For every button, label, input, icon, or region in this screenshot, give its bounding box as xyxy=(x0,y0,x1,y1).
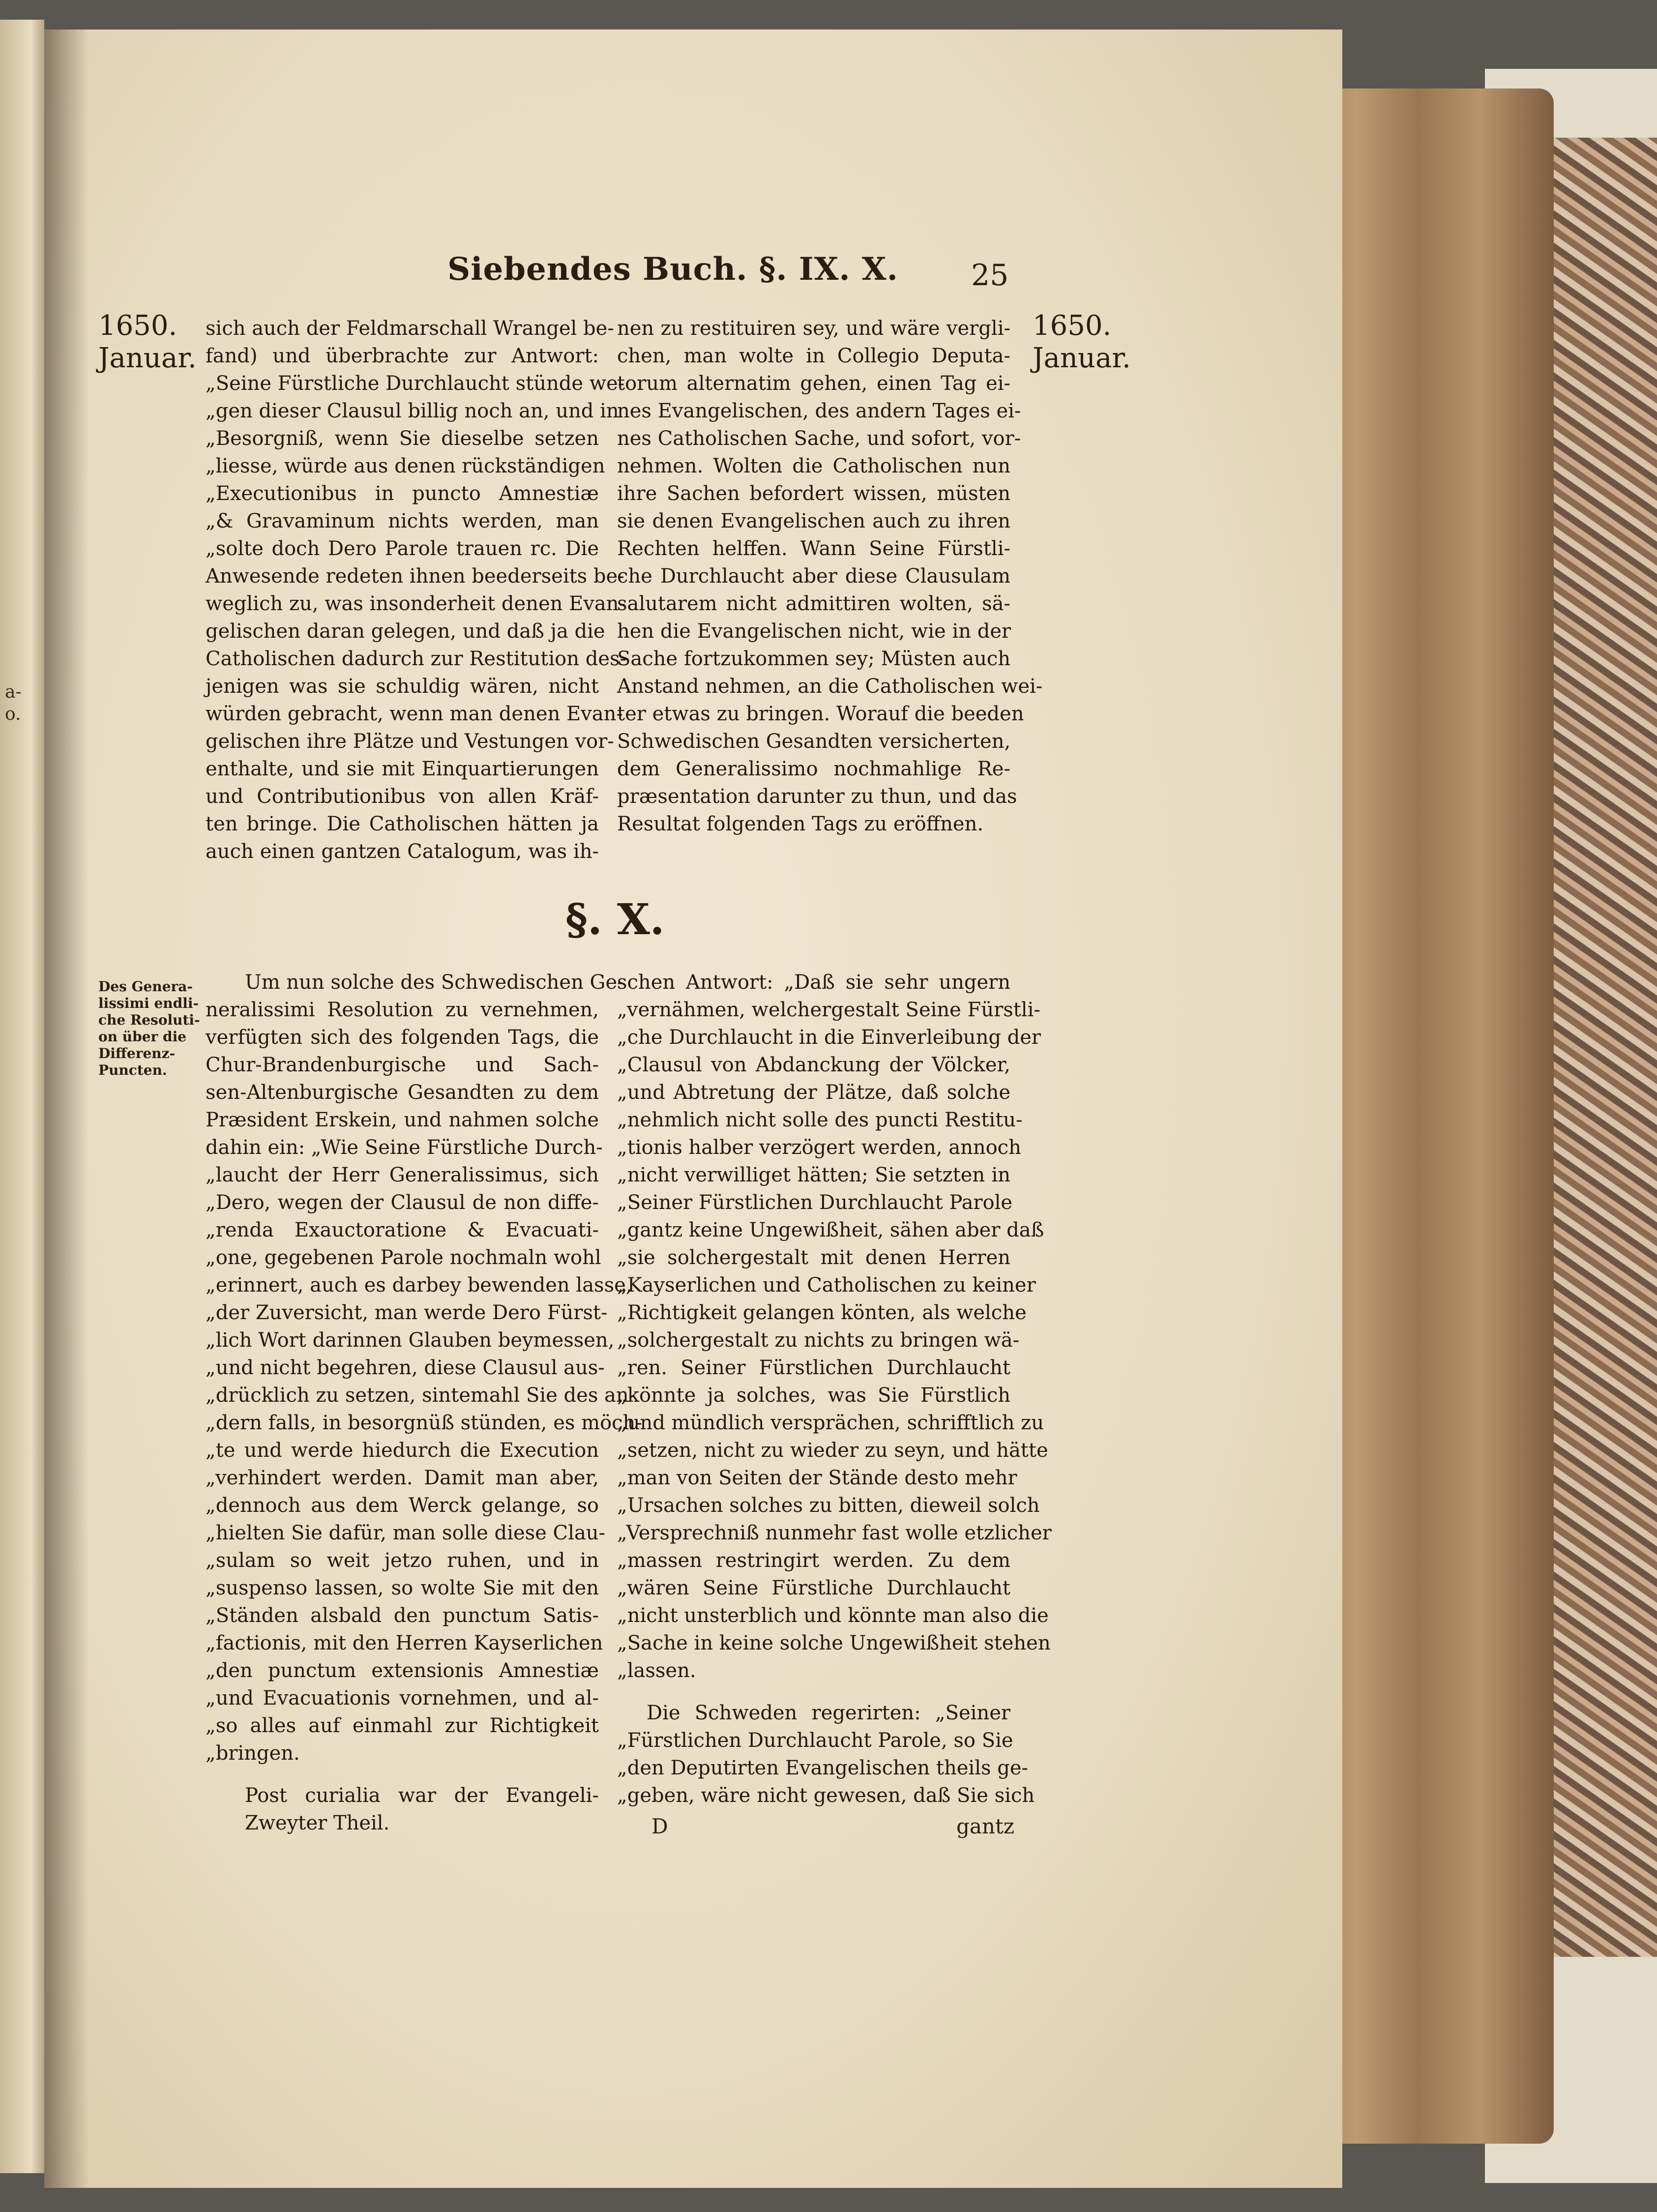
text-line: enthalte, und sie mit Einquartierungen xyxy=(206,758,599,780)
text-line: „vernähmen, welchergestalt Seine Fürstli- xyxy=(617,999,1040,1021)
text-line: dahin ein: „Wie Seine Fürstliche Durch- xyxy=(206,1136,603,1159)
text-line: sen-Altenburgische Gesandten zu dem xyxy=(206,1081,599,1104)
text-line: „und Abtretung der Plätze, daß solche xyxy=(617,1081,1010,1104)
catchword: gantz xyxy=(956,1814,1014,1838)
text-line: „erinnert, auch es darbey bewenden lasse, xyxy=(206,1274,632,1297)
text-line: schen Antwort: „Daß sie sehr ungern xyxy=(617,971,1010,994)
text-line: „Kayserlichen und Catholischen zu keiner xyxy=(617,1274,1036,1297)
text-line: „liesse, würde aus denen rückständigen xyxy=(206,455,605,477)
text-line: hen die Evangelischen nicht, wie in der xyxy=(617,620,1011,643)
text-line: „Executionibus in puncto Amnestiæ xyxy=(206,482,599,505)
text-line: salutarem nicht admittiren wolten, sä- xyxy=(617,592,1010,615)
text-line: „und nicht begehren, diese Clausul aus- xyxy=(206,1357,605,1379)
side-note-line: Puncten. xyxy=(98,1062,167,1078)
text-line: Chur-Brandenburgische und Sach- xyxy=(206,1054,599,1076)
bottom-left-column xyxy=(206,969,642,1837)
text-line: „Versprechniß nunmehr fast wolle etzlicher xyxy=(617,1522,1052,1544)
text-line: Die Schweden regerirten: „Seiner xyxy=(647,1702,1010,1724)
signature-mark: D xyxy=(651,1814,668,1838)
text-line: dem Generalissimo nochmahlige Re- xyxy=(617,758,1010,780)
text-line: „& Gravaminum nichts werden, man xyxy=(206,510,599,532)
text-line: „massen restringirt werden. Zu dem xyxy=(617,1549,1010,1572)
text-line: „Ständen alsbald den punctum Satis- xyxy=(206,1604,599,1627)
text-line: ten bringe. Die Catholischen hätten ja xyxy=(206,813,599,835)
text-line: „wären Seine Fürstliche Durchlaucht xyxy=(617,1577,1010,1599)
text-line: „solte doch Dero Parole trauen rc. Die xyxy=(206,537,599,560)
text-line: „den punctum extensionis Amnestiæ xyxy=(206,1659,599,1682)
text-line: gelischen ihre Plätze und Vestungen vor- xyxy=(206,730,614,753)
text-line: nen zu restituiren sey, und wäre vergli- xyxy=(617,317,1010,340)
left-fragment: a- xyxy=(5,682,22,702)
text-line: „und mündlich versprächen, schrifftlich zu xyxy=(617,1412,1044,1434)
date-month: Januar. xyxy=(1033,342,1131,374)
text-line: „Seiner Fürstlichen Durchlaucht Parole xyxy=(617,1191,1013,1214)
text-line: Catholischen dadurch zur Restitution des- xyxy=(206,648,627,670)
text-line: „man von Seiten der Stände desto mehr xyxy=(617,1467,1017,1489)
text-line: fand) und überbrachte zur Antwort: xyxy=(206,345,599,367)
text-line: „Richtigkeit gelangen könten, als welche xyxy=(617,1301,1027,1324)
text-line: „lassen. xyxy=(617,1659,696,1682)
text-line: „ren. Seiner Fürstlichen Durchlaucht xyxy=(617,1357,1010,1379)
text-line: gelischen daran gelegen, und daß ja die xyxy=(206,620,605,643)
text-line: ihre Sachen befordert wissen, müsten xyxy=(617,482,1010,505)
text-line: „nicht unsterblich und könnte man also die xyxy=(617,1604,1049,1627)
text-line: che Durchlaucht aber diese Clausulam xyxy=(617,565,1010,588)
text-line: neralissimi Resolution zu vernehmen, xyxy=(206,999,599,1021)
text-line: „den Deputirten Evangelischen theils ge- xyxy=(617,1757,1029,1779)
text-line: und Contributionibus von allen Kräf- xyxy=(206,785,599,808)
top-left-column xyxy=(206,315,627,865)
text-line: chen, man wolte in Collegio Deputa- xyxy=(617,345,1010,367)
text-line: „hielten Sie dafür, man solle diese Clau- xyxy=(206,1522,606,1544)
section-heading: §. X. xyxy=(565,895,665,944)
text-line: „solchergestalt zu nichts zu bringen wä- xyxy=(617,1329,1020,1352)
text-line: „te und werde hiedurch die Execution xyxy=(206,1439,599,1462)
text-line: „tionis halber verzögert werden, annoch xyxy=(617,1136,1021,1159)
text-line: jenigen was sie schuldig wären, nicht xyxy=(206,675,599,698)
text-line: Rechten helffen. Wann Seine Fürstli- xyxy=(617,537,1010,560)
text-line: „Clausul von Abdanckung der Völcker, xyxy=(617,1054,1010,1076)
text-line: Post curialia war der Evangeli- xyxy=(245,1784,599,1807)
text-line: „setzen, nicht zu wieder zu seyn, und hätte xyxy=(617,1439,1048,1462)
text-line: „sulam so weit jetzo ruhen, und in xyxy=(206,1549,599,1572)
date-year: 1650. xyxy=(1033,310,1112,342)
text-line: „der Zuversicht, man werde Dero Fürst- xyxy=(206,1301,608,1324)
text-line: „verhindert werden. Damit man aber, xyxy=(206,1467,599,1489)
text-line: Anstand nehmen, an die Catholischen wei- xyxy=(617,675,1043,698)
text-line: „renda Exauctoratione & Evacuati- xyxy=(206,1219,599,1241)
running-title: Siebendes Buch. §. IX. X. xyxy=(447,251,898,288)
text-line: „drücklich zu setzen, sintemahl Sie des an- xyxy=(206,1384,636,1407)
text-line: „gantz keine Ungewißheit, sähen aber daß xyxy=(617,1219,1044,1241)
text-line: Præsident Erskein, und nahmen solche xyxy=(206,1109,599,1131)
text-line: „so alles auf einmahl zur Richtigkeit xyxy=(206,1714,599,1737)
text-line: „Fürstlichen Durchlaucht Parole, so Sie xyxy=(617,1729,1013,1752)
text-line: verfügten sich des folgenden Tags, die xyxy=(206,1026,599,1049)
text-line: Schwedischen Gesandten versicherten, xyxy=(617,730,1011,753)
text-line: Sache fortzukommen sey; Müsten auch xyxy=(617,648,1010,670)
text-line: „suspenso lassen, so wolte Sie mit den xyxy=(206,1577,599,1599)
text-line: „nehmlich nicht solle des puncti Restitu- xyxy=(617,1109,1023,1131)
text-line: „one, gegebenen Parole nochmaln wohl xyxy=(206,1246,601,1269)
text-line: „Seine Fürstliche Durchlaucht stünde we- xyxy=(206,372,625,395)
text-line: „dennoch aus dem Werck gelange, so xyxy=(206,1494,599,1517)
text-line: „Dero, wegen der Clausul de non diffe- xyxy=(206,1191,599,1214)
text-line: „und Evacuationis vornehmen, und al- xyxy=(206,1687,599,1710)
side-note-line: lissimi endli- xyxy=(98,995,199,1011)
text-line: „gen dieser Clausul billig noch an, und in xyxy=(206,400,619,422)
side-note xyxy=(98,978,200,1079)
text-line: „geben, wäre nicht gewesen, daß Sie sich xyxy=(617,1784,1035,1807)
bottom-right-column xyxy=(617,969,1052,1809)
side-note-line: Differenz- xyxy=(98,1045,176,1062)
text-line: „Besorgniß, wenn Sie dieselbe setzen xyxy=(206,427,599,450)
text-line: ter etwas zu bringen. Worauf die beeden xyxy=(617,703,1024,725)
text-line: torum alternatim gehen, einen Tag ei- xyxy=(617,372,1010,395)
volume-label: Zweyter Theil. xyxy=(245,1812,390,1834)
text-line: nes Evangelischen, des andern Tages ei- xyxy=(617,400,1021,422)
text-line: sie denen Evangelischen auch zu ihren xyxy=(617,510,1010,532)
text-line: sich auch der Feldmarschall Wrangel be- xyxy=(206,317,614,340)
left-fragment: o. xyxy=(5,704,21,724)
text-line: „nicht verwilliget hätten; Sie setzten in xyxy=(617,1164,1010,1186)
text-line: „könnte ja solches, was Sie Fürstlich xyxy=(617,1384,1010,1407)
date-month: Januar. xyxy=(98,342,197,374)
text-line: „laucht der Herr Generalissimus, sich xyxy=(206,1164,599,1186)
gutter-shadow xyxy=(44,29,89,2188)
page-number: 25 xyxy=(971,258,1009,293)
text-line: „lich Wort darinnen Glauben beymessen, xyxy=(206,1329,615,1352)
text-line: „bringen. xyxy=(206,1742,300,1765)
page-edges xyxy=(1308,88,1554,2144)
left-date xyxy=(98,310,197,375)
side-note-line: Des Genera- xyxy=(98,978,193,995)
text-line: „Ursachen solches zu bitten, dieweil solch xyxy=(617,1494,1040,1517)
side-note-line: che Resoluti- xyxy=(98,1012,200,1028)
right-date xyxy=(1033,310,1131,375)
facing-page-edge xyxy=(0,20,44,2173)
text-line: „che Durchlaucht in die Einverleibung der xyxy=(617,1026,1041,1049)
text-line: auch einen gantzen Catalogum, was ih- xyxy=(206,840,599,863)
text-line: „Sache in keine solche Ungewißheit stehen xyxy=(617,1632,1051,1654)
side-note-line: on über die xyxy=(98,1029,187,1045)
text-line: nes Catholischen Sache, und sofort, vor- xyxy=(617,427,1021,450)
text-line: „sie solchergestalt mit denen Herren xyxy=(617,1246,1010,1269)
text-line: præsentation darunter zu thun, und das xyxy=(617,785,1017,808)
top-right-column xyxy=(617,315,1043,838)
text-line: „factionis, mit den Herren Kayserlichen xyxy=(206,1632,603,1654)
text-line: Um nun solche des Schwedischen Ge- xyxy=(245,971,624,994)
text-line: nehmen. Wolten die Catholischen nun xyxy=(617,455,1010,477)
text-line: Anwesende redeten ihnen beederseits be- xyxy=(206,565,624,588)
text-line: Resultat folgenden Tags zu eröffnen. xyxy=(617,813,984,835)
text-line: weglich zu, was insonderheit denen Evan- xyxy=(206,592,626,615)
text-line: „dern falls, in besorgnüß stünden, es möch- xyxy=(206,1412,642,1434)
date-year: 1650. xyxy=(98,310,178,342)
text-line: würden gebracht, wenn man denen Evan- xyxy=(206,703,623,725)
